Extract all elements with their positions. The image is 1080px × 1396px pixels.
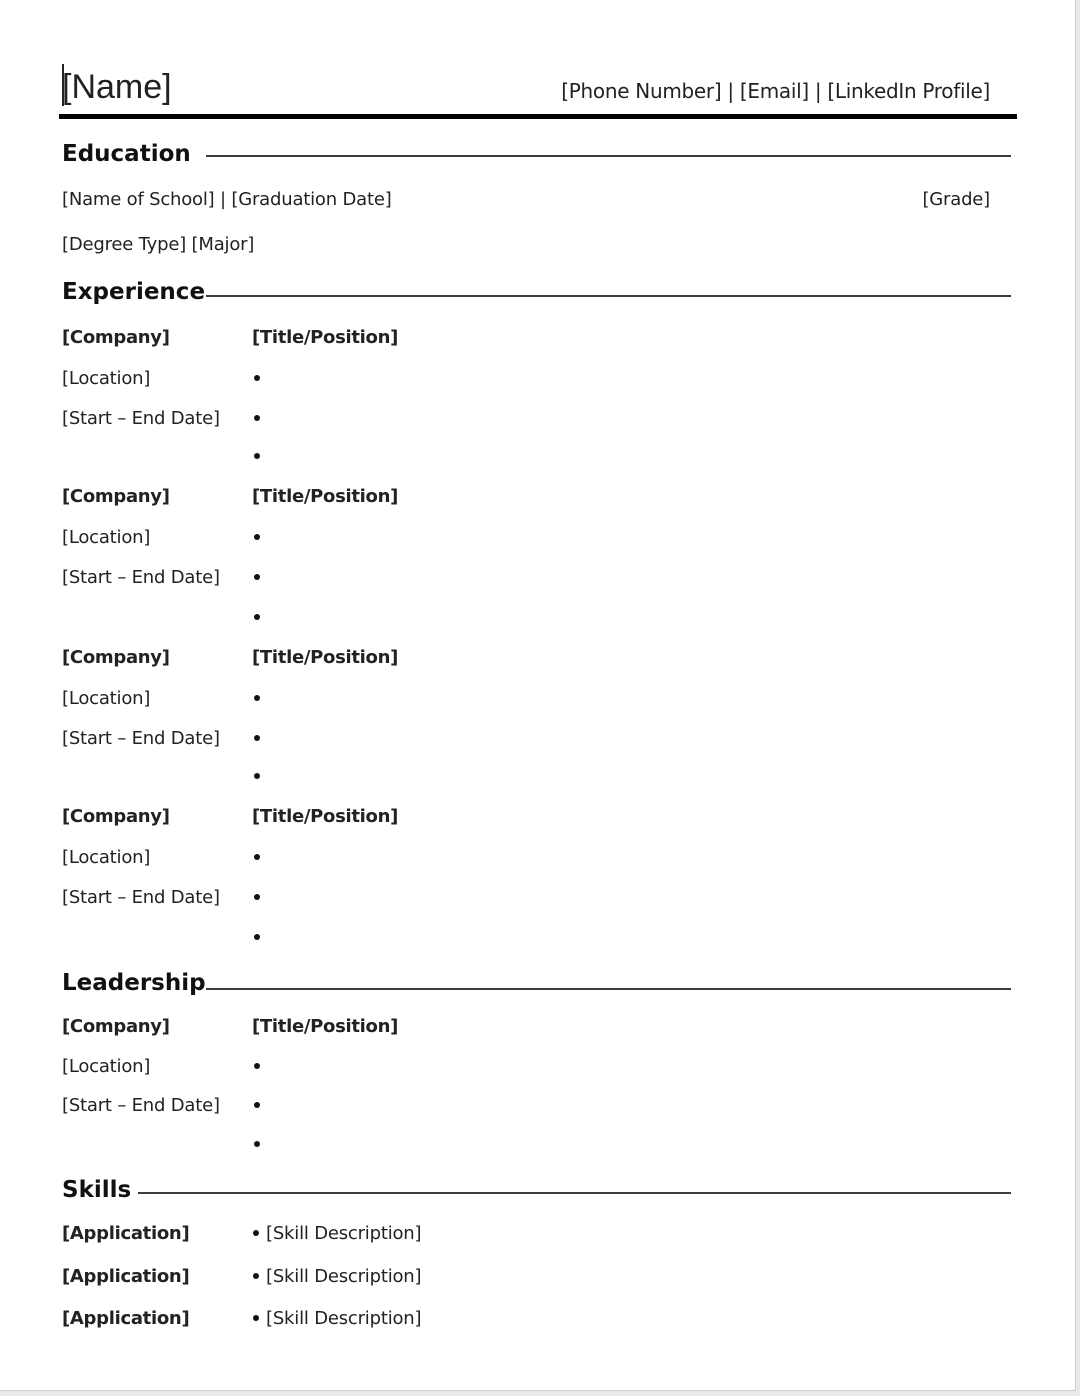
leadership-dates[interactable]: [Start – End Date]	[62, 1095, 220, 1116]
bullet-point[interactable]	[254, 453, 260, 459]
skill-description-line[interactable]	[253, 1265, 421, 1289]
leadership-title[interactable]: [Title/Position]	[252, 1016, 399, 1037]
bullet-point	[253, 1315, 259, 1321]
bullet-point[interactable]	[254, 375, 260, 381]
experience-heading: Experience	[62, 279, 206, 305]
skill-application[interactable]: [Application]	[62, 1266, 190, 1287]
bullet-point[interactable]	[254, 934, 260, 940]
experience-company[interactable]: [Company]	[62, 647, 170, 668]
skill-description-line[interactable]	[253, 1222, 421, 1246]
header-divider	[59, 114, 1017, 119]
skill-description[interactable]: [Skill Description]	[266, 1266, 422, 1287]
experience-title[interactable]: [Title/Position]	[252, 327, 399, 348]
experience-location[interactable]: [Location]	[62, 527, 151, 548]
bullet-point[interactable]	[254, 735, 260, 741]
skill-description-line[interactable]	[253, 1307, 421, 1331]
leadership-heading: Leadership	[62, 970, 206, 996]
skills-heading: Skills	[62, 1177, 132, 1203]
skill-description[interactable]: [Skill Description]	[266, 1223, 422, 1244]
experience-location[interactable]: [Location]	[62, 847, 151, 868]
bullet-point[interactable]	[254, 574, 260, 580]
experience-company[interactable]: [Company]	[62, 327, 170, 348]
bullet-point	[253, 1230, 259, 1236]
skill-application[interactable]: [Application]	[62, 1308, 190, 1329]
experience-dates[interactable]: [Start – End Date]	[62, 728, 220, 749]
experience-company[interactable]: [Company]	[62, 486, 170, 507]
experience-title[interactable]: [Title/Position]	[252, 806, 399, 827]
bullet-point[interactable]	[254, 614, 260, 620]
bullet-point[interactable]	[254, 415, 260, 421]
education-heading: Education	[62, 141, 191, 167]
experience-dates[interactable]: [Start – End Date]	[62, 567, 220, 588]
experience-divider	[206, 295, 1011, 297]
bullet-point[interactable]	[254, 695, 260, 701]
contact-info[interactable]: [Phone Number] | [Email] | [LinkedIn Profile]	[561, 79, 990, 103]
bullet-point[interactable]	[254, 1102, 260, 1108]
degree-major[interactable]: [Degree Type] [Major]	[62, 234, 255, 255]
candidate-name[interactable]: [Name]	[62, 68, 172, 106]
grade[interactable]: [Grade]	[922, 189, 990, 210]
bullet-point[interactable]	[254, 1141, 260, 1147]
experience-company[interactable]: [Company]	[62, 806, 170, 827]
skill-application[interactable]: [Application]	[62, 1223, 190, 1244]
leadership-location[interactable]: [Location]	[62, 1056, 151, 1077]
bullet-point[interactable]	[254, 894, 260, 900]
experience-dates[interactable]: [Start – End Date]	[62, 887, 220, 908]
leadership-divider	[206, 988, 1011, 990]
education-divider	[206, 155, 1011, 157]
experience-title[interactable]: [Title/Position]	[252, 486, 399, 507]
bullet-point[interactable]	[254, 854, 260, 860]
school-graduation[interactable]: [Name of School] | [Graduation Date]	[62, 189, 392, 210]
bullet-point[interactable]	[254, 773, 260, 779]
skill-description[interactable]: [Skill Description]	[266, 1308, 422, 1329]
bullet-point[interactable]	[254, 534, 260, 540]
experience-location[interactable]: [Location]	[62, 368, 151, 389]
experience-dates[interactable]: [Start – End Date]	[62, 408, 220, 429]
bullet-point	[253, 1273, 259, 1279]
skills-divider	[138, 1192, 1011, 1194]
experience-title[interactable]: [Title/Position]	[252, 647, 399, 668]
experience-location[interactable]: [Location]	[62, 688, 151, 709]
bullet-point[interactable]	[254, 1063, 260, 1069]
leadership-company[interactable]: [Company]	[62, 1016, 170, 1037]
